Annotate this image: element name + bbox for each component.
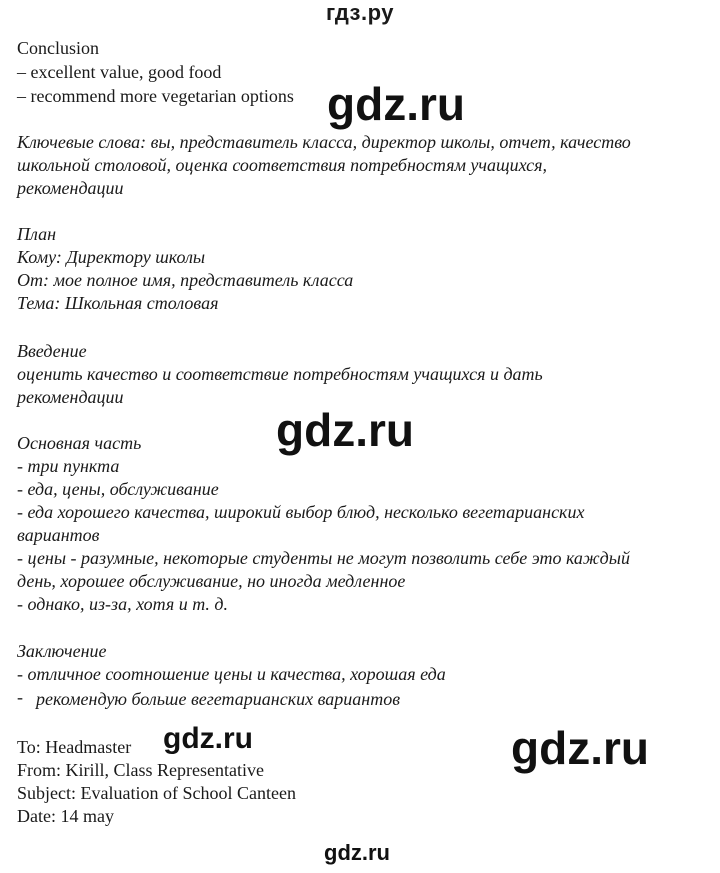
memo-subject: Subject: Evaluation of School Canteen [17,783,296,803]
keywords-line-2: школьной столовой, оценка соответствия потребностям учащихся, [17,155,547,175]
conclusion-ru-line-1: - отличное соотношение цены и качества, хорошая еда [17,664,446,684]
intro-line-2: рекомендации [17,387,124,407]
watermark-2: gdz.ru [276,404,414,456]
intro-line-1: оценить качество и соответствие потребностям учащихся и дать [17,364,543,384]
watermark-1: gdz.ru [327,78,465,130]
main-title: Основная часть [17,433,142,453]
conclusion-en-line-2: – recommend more vegetarian options [17,86,294,106]
main-line-5: - цены - разумные, некоторые студенты не могут позволить себе это каждый [17,548,630,568]
main-line-1: - три пункта [17,456,120,476]
conclusion-ru-dash: - [17,687,23,707]
memo-to: To: Headmaster [17,737,132,757]
intro-title: Введение [17,341,87,361]
watermark-4: gdz.ru [511,722,649,774]
watermark-5: gdz.ru [324,840,390,865]
plan-to: Кому: Директору школы [17,247,206,267]
conclusion-en-line-1: – excellent value, good food [17,62,222,82]
conclusion-ru-line-2: рекомендую больше вегетарианских вариантов [36,689,401,709]
keywords-line-3: рекомендации [17,178,124,198]
memo-from: From: Kirill, Class Representative [17,760,264,780]
main-line-2: - еда, цены, обслуживание [17,479,219,499]
site-header: гдз.ру [326,0,394,25]
conclusion-en-title: Conclusion [17,38,100,58]
watermark-3: gdz.ru [163,722,253,755]
plan-subject: Тема: Школьная столовая [17,293,219,313]
plan-from: От: мое полное имя, представитель класса [17,270,354,290]
conclusion-ru-title: Заключение [17,641,107,661]
memo-date: Date: 14 may [17,806,114,826]
main-line-7: - однако, из-за, хотя и т. д. [17,594,229,614]
main-line-4: вариантов [17,525,100,545]
plan-title: План [17,224,56,244]
keywords-line-1: Ключевые слова: вы, представитель класса, директор школы, отчет, качество [17,132,631,152]
main-line-6: день, хорошее обслуживание, но иногда медленное [17,571,406,591]
main-line-3: - еда хорошего качества, широкий выбор блюд, несколько вегетарианских [17,502,585,522]
